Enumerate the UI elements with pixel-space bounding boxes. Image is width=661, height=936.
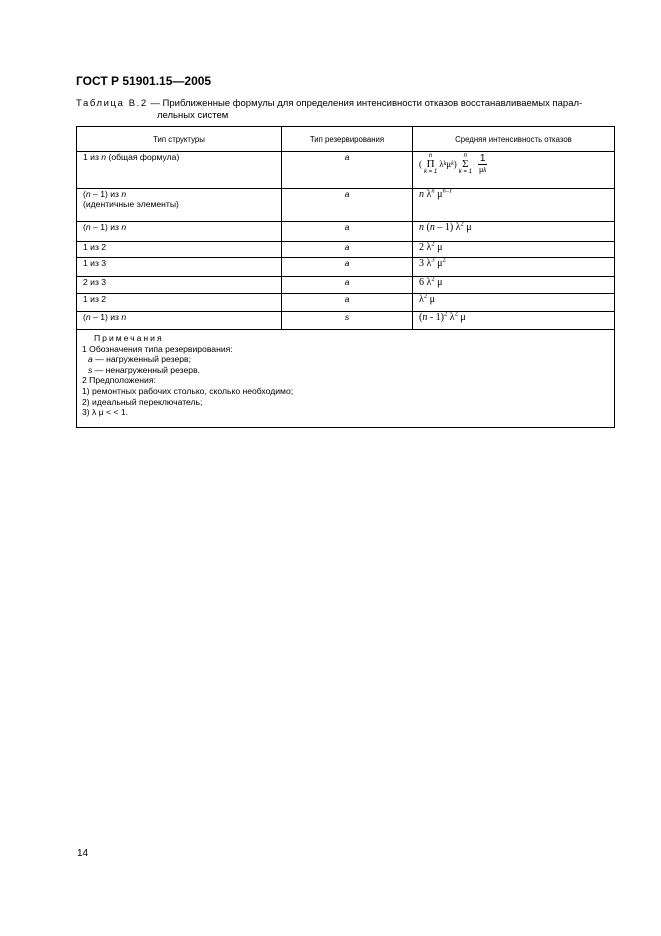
var-n: n xyxy=(85,189,91,199)
exponent: 2 xyxy=(460,220,464,228)
page-number: 14 xyxy=(77,848,89,859)
reserve-cell: s xyxy=(282,312,413,330)
lambda: λ xyxy=(447,312,455,323)
assumption-1: 1) ремонтных рабочих столько, сколько необходимо; xyxy=(82,385,294,396)
notes-row xyxy=(77,330,615,428)
exponent: 2 xyxy=(442,256,446,264)
text: — нагруженный резерв; xyxy=(92,354,191,365)
exponent: n–1 xyxy=(442,187,453,195)
limit-bottom: k = 1 xyxy=(424,169,438,175)
column-header-structure: Тип структуры xyxy=(77,127,282,152)
structure-cell: 1 из 2 xyxy=(77,242,282,258)
text: 3 λ xyxy=(419,258,432,269)
denominator xyxy=(479,165,486,175)
column-header-failure-rate: Средняя интенсивность отказов xyxy=(413,127,615,152)
formula-table xyxy=(76,126,615,428)
numerator: 1 xyxy=(479,152,486,164)
subscript: k xyxy=(443,161,447,167)
var-n: n xyxy=(85,222,91,232)
mu: μ xyxy=(446,159,452,169)
limit-bottom: k = 1 xyxy=(458,169,472,175)
structure-cell: 2 из 3 xyxy=(77,277,282,294)
structure-cell: 1 из 3 xyxy=(77,258,282,277)
table-row xyxy=(77,242,615,258)
table-row xyxy=(77,258,615,277)
var-n: n xyxy=(121,222,127,232)
note-1-a xyxy=(82,354,609,365)
exponent: 2 xyxy=(431,275,435,283)
text: λ xyxy=(419,294,424,305)
subscript: k xyxy=(451,161,454,167)
var-n: n xyxy=(419,222,424,233)
formula-cell xyxy=(413,277,615,294)
mu: μ xyxy=(479,164,484,174)
text: ( xyxy=(419,312,423,323)
table-row xyxy=(77,189,615,222)
text: (общая формула) xyxy=(106,152,180,162)
table-label: Таблица В.2 xyxy=(76,98,148,109)
var-n: n xyxy=(429,222,435,233)
table-row xyxy=(77,152,615,189)
structure-cell xyxy=(77,222,282,242)
table-header-row xyxy=(77,127,615,152)
note-1-s xyxy=(82,365,609,376)
text: ( xyxy=(83,312,86,322)
text: 2 λ xyxy=(419,242,432,253)
mu: μ xyxy=(434,189,443,200)
reserve-cell: a xyxy=(282,277,413,294)
var-n: n xyxy=(121,312,127,322)
text: – 1) из xyxy=(90,312,122,322)
product-symbol: Π xyxy=(426,158,435,170)
note-2: 2 Предположения: xyxy=(82,375,156,386)
paren: ( xyxy=(419,159,422,169)
table-row xyxy=(77,294,615,312)
exponent: 2 xyxy=(423,292,428,300)
sum-symbol: Σ xyxy=(462,158,469,170)
structure-cell: 1 из 2 xyxy=(77,294,282,312)
exponent: n xyxy=(431,187,435,195)
caption-line-2: лельных систем xyxy=(157,110,229,121)
mu: μ xyxy=(463,222,472,233)
reserve-cell: a xyxy=(282,258,413,277)
text: – 1) λ xyxy=(434,222,461,233)
notes-cell xyxy=(77,330,615,428)
exponent: 2 xyxy=(444,310,448,318)
table-row xyxy=(77,222,615,242)
lambda: λ xyxy=(424,189,432,200)
formula-cell xyxy=(413,242,615,258)
formula-cell xyxy=(413,152,615,189)
product-operator xyxy=(424,152,437,176)
var-n: n xyxy=(101,152,107,162)
reserve-cell: a xyxy=(282,294,413,312)
exponent: 3 xyxy=(431,256,435,264)
text: – 1) из xyxy=(90,189,122,199)
text: 1 из xyxy=(83,152,102,162)
table-row xyxy=(77,277,615,294)
formula-cell xyxy=(413,189,615,222)
exponent: 2 xyxy=(431,240,435,248)
lambda: λ xyxy=(439,159,444,169)
table-caption xyxy=(76,98,616,122)
var-n: n xyxy=(419,189,424,200)
paren: ) xyxy=(453,159,457,169)
limit-top: n xyxy=(428,153,433,159)
subscript: k xyxy=(483,165,487,174)
note-1: 1 Обозначения типа резервирования: xyxy=(82,343,233,354)
text: - 1) xyxy=(427,312,445,323)
reserve-cell: a xyxy=(282,189,413,222)
document-id-header: ГОСТ Р 51901.15—2005 xyxy=(76,74,212,88)
var-n: n xyxy=(121,189,127,199)
var-n: n xyxy=(85,312,91,322)
notes-title: Примечания xyxy=(94,333,164,343)
mu: μ xyxy=(427,294,435,305)
symbol-a: a xyxy=(88,354,93,365)
table-row xyxy=(77,312,615,330)
mu: μ xyxy=(434,242,443,253)
text: ( xyxy=(424,222,430,233)
text: – 1) из xyxy=(90,222,122,232)
formula-cell xyxy=(413,312,615,330)
exponent: 2 xyxy=(454,310,458,318)
formula-cell xyxy=(413,294,615,312)
column-header-reserve: Тип резервирования xyxy=(282,127,413,152)
assumption-2: 2) идеальный переключатель; xyxy=(82,396,203,407)
assumption-3: 3) λ μ < < 1. xyxy=(82,407,129,418)
structure-cell xyxy=(77,189,282,222)
caption-line-1: — Приближенные формулы для определения интенсивности отказов восстанавливаемых парал- xyxy=(147,98,583,109)
mu: μ xyxy=(434,277,443,288)
text: (идентичные элементы) xyxy=(83,199,179,209)
fraction xyxy=(478,154,488,175)
mu: μ xyxy=(457,312,466,323)
mu: μ xyxy=(434,258,443,269)
structure-cell xyxy=(77,312,282,330)
formula-cell xyxy=(413,222,615,242)
text: ( xyxy=(83,222,86,232)
formula-cell xyxy=(413,258,615,277)
text: ( xyxy=(83,189,86,199)
text: — ненагруженный резерв. xyxy=(92,364,201,375)
limit-top: n xyxy=(463,153,467,159)
var-n: n xyxy=(422,312,428,323)
reserve-cell: a xyxy=(282,222,413,242)
reserve-cell: a xyxy=(282,242,413,258)
structure-cell xyxy=(77,152,282,189)
reserve-cell: a xyxy=(282,152,413,189)
general-formula xyxy=(419,152,487,176)
symbol-s: s xyxy=(88,364,93,375)
sum-operator xyxy=(459,152,472,176)
text: 6 λ xyxy=(419,277,432,288)
